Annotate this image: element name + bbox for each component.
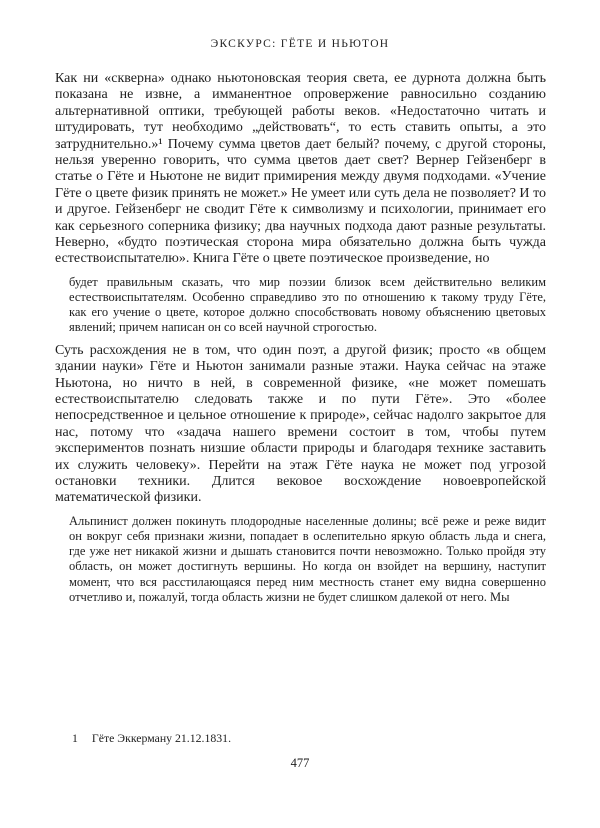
footnote-text: Гёте Эккерману 21.12.1831. (91, 731, 232, 745)
paragraph-1: Как ни «скверна» однако ньютоновская теория света, ее дурнота должна быть показана не извне, а имманентное опровержение равносильно созданию альтернативной оптики, требующей работы веков. «Недостаточно читать и штудировать, тут необходимо „действовать“, то есть ставить опыты, а это затруднительно.»¹ Почему сумма цветов дает белый? почему, с другой стороны, нельзя уверенно говорить, что сумма цветов дает свет? Вернер Гейзенберг в статье о Гёте и Ньютоне не видит примирения между двумя подходами. «Учение Гёте о цвете физик принять не может.» Не умеет или суть дела не позволяет? И то и другое. Гейзенберг не сводит Гёте к символизму и психологии, принимает его как серьезного соперника физику; два научных подхода дают разные результаты. Неверно, «будто поэтическая сторона мира обязательно должна быть чужда естествоиспытателю». Книга Гёте о цвете поэтическое произведение, но (55, 71, 546, 267)
blockquote-2: Альпинист должен покинуть плодородные населенные долины; всё реже и реже видит он вокруг себя признаки жизни, попадает в ослепительно яркую область льда и снега, где уже нет никакой жизни и дышать становится почти невозможно. Только пройдя эту область, он может достигнуть вершины. Но когда он взойдет на вершину, наступит момент, что вся расстилающаяся перед ним местность станет ему видна совершенно отчетливо и, пожалуй, тогда область жизни не будет слишком далекой от него. Мы (69, 513, 546, 604)
footnote (55, 731, 546, 745)
paragraph-2: Суть расхождения не в том, что один поэт, а другой физик; просто «в общем здании науки» Гёте и Ньютон занимали разные этажи. Наука сейчас на этаже Ньютона, но ничто в ней, в современной физике, «не может помешать естествоиспытателю следовать также и по пути Гёте». Это «более непосредственное и цельное отношение к природе», сейчас надолго закрытое для нас, потому что «задача нашего времени состоит в том, чтобы путем экспериментов познать низшие области природы и благодаря технике заставить их служить человеку». Перейти на этаж Гёте наука не может под угрозой остановки техники. Длится вековое восхождение новоевропейской математической физики. (55, 342, 546, 506)
running-header: ЭКСКУРС: ГЁТЕ И НЬЮТОН (210, 38, 390, 50)
footnote-marker: 1 (72, 731, 78, 745)
text-block (55, 71, 546, 612)
blockquote-1: будет правильным сказать, что мир поэзии близок всем действительно великим естествоиспытателям. Особенно справедливо это по отношению к такому труду Гёте, как его учение о цвете, которое должно способствовать новому объяснению цветовых явлений; причем написан он со всей научной строгостью. (69, 274, 546, 335)
page-number: 477 (290, 756, 310, 770)
